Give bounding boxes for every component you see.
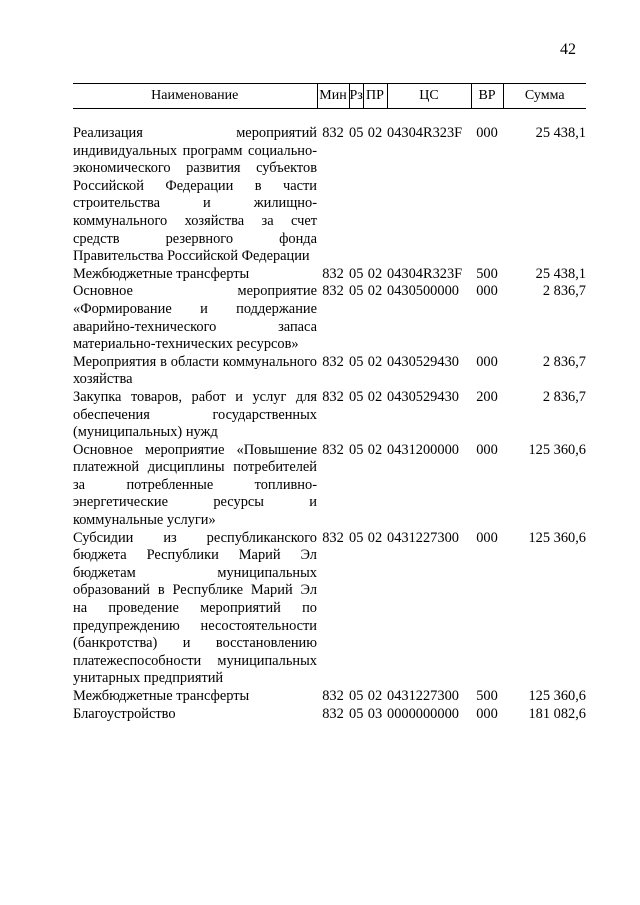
row-cs: 0431200000 [387, 441, 459, 458]
table-row [73, 266, 586, 284]
row-min: 832 [322, 283, 344, 300]
row-sum: 125 360,6 [528, 441, 586, 458]
row-min: 832 [322, 441, 344, 458]
row-name: Субсидии из республиканского бюджета Республики Марий Эл бюджетам муниципальных образований в Республике Марий Эл на проведение мероприятий по предупреждению несостоятельности (банкротства) и восстановлению платежеспособности муниципальных унитарных предприятий [73, 529, 317, 687]
row-name: Межбюджетные трансферты [73, 265, 250, 282]
header-sum: Сумма [503, 84, 586, 109]
table-row [73, 706, 586, 724]
header-cs: ЦС [387, 84, 471, 109]
row-name: Основное мероприятие «Повышение платежной дисциплины потребителей за потребленные топливно-энергетические ресурсы и коммунальные услуги» [73, 441, 317, 529]
row-sum: 2 836,7 [542, 283, 586, 300]
row-rz: 05 [349, 125, 364, 141]
table-header-row [73, 84, 586, 109]
row-cs: 0430529430 [387, 388, 459, 405]
row-cs: 0430500000 [387, 283, 459, 300]
row-pr: 02 [367, 441, 383, 458]
row-cs: 04304R323F [387, 125, 463, 141]
spacer-row [73, 109, 586, 126]
row-pr: 02 [367, 265, 383, 282]
page-number: 42 [560, 41, 576, 58]
row-min: 832 [322, 688, 344, 704]
row-vr: 000 [476, 125, 498, 141]
header-rz: Рз [349, 84, 363, 109]
row-vr: 000 [476, 705, 498, 722]
row-min: 832 [322, 529, 344, 546]
row-vr: 500 [476, 688, 498, 704]
row-pr: 02 [367, 125, 383, 141]
table-row [73, 389, 586, 442]
row-vr: 000 [476, 441, 498, 458]
table-row [73, 442, 586, 530]
row-pr: 02 [367, 688, 383, 704]
row-cs: 0431227300 [387, 529, 459, 546]
table-row [73, 283, 586, 353]
row-sum: 125 360,6 [528, 529, 586, 546]
row-name: Мероприятия в области коммунального хозяйства [73, 353, 317, 388]
row-name: Реализация мероприятий индивидуальных программ социально-экономического развития субъектов Российской Федерации в части строительства и жилищно-коммунального хозяйства за счет средств резервного фонда Правительства Российской Федерации [73, 125, 317, 265]
row-sum: 181 082,6 [528, 705, 586, 722]
row-sum: 125 360,6 [528, 688, 586, 704]
header-pr: ПР [363, 84, 387, 109]
row-name: Межбюджетные трансферты [73, 688, 250, 704]
row-cs: 0430529430 [387, 353, 459, 370]
row-pr: 02 [367, 353, 383, 370]
row-pr: 02 [367, 388, 383, 405]
row-rz: 05 [349, 441, 364, 458]
row-pr: 02 [367, 529, 383, 546]
row-sum: 2 836,7 [542, 353, 586, 370]
table-row [73, 354, 586, 389]
row-sum: 25 438,1 [535, 125, 586, 141]
table-row [73, 688, 586, 706]
row-vr: 000 [476, 529, 498, 546]
row-min: 832 [322, 705, 344, 722]
row-name: Основное мероприятие «Формирование и поддержание аварийно-технического запаса материально-технических ресурсов» [73, 283, 317, 353]
row-min: 832 [322, 353, 344, 370]
row-sum: 25 438,1 [535, 265, 586, 282]
row-pr: 03 [367, 705, 383, 722]
row-vr: 000 [476, 283, 498, 300]
header-name: Наименование [73, 84, 317, 109]
row-name: Благоустройство [73, 705, 176, 722]
row-rz: 05 [349, 265, 364, 282]
row-vr: 500 [476, 265, 498, 282]
row-vr: 000 [476, 353, 498, 370]
row-cs: 0431227300 [387, 688, 459, 704]
row-rz: 05 [349, 529, 364, 546]
header-min: Мин [317, 84, 349, 109]
row-cs: 0000000000 [387, 705, 459, 722]
row-min: 832 [322, 125, 344, 141]
row-name: Закупка товаров, работ и услуг для обеспечения государственных (муниципальных) нужд [73, 388, 317, 441]
table-row [73, 125, 586, 266]
row-vr: 200 [476, 388, 498, 405]
table-row [73, 530, 586, 688]
row-sum: 2 836,7 [542, 388, 586, 405]
row-rz: 05 [349, 353, 364, 370]
row-rz: 05 [349, 688, 364, 704]
row-min: 832 [322, 265, 344, 282]
row-min: 832 [322, 388, 344, 405]
row-cs: 04304R323F [387, 265, 463, 282]
row-rz: 05 [349, 388, 364, 405]
row-pr: 02 [367, 283, 383, 300]
row-rz: 05 [349, 705, 364, 722]
budget-table [73, 83, 586, 723]
header-vr: ВР [471, 84, 503, 109]
row-rz: 05 [349, 283, 364, 300]
